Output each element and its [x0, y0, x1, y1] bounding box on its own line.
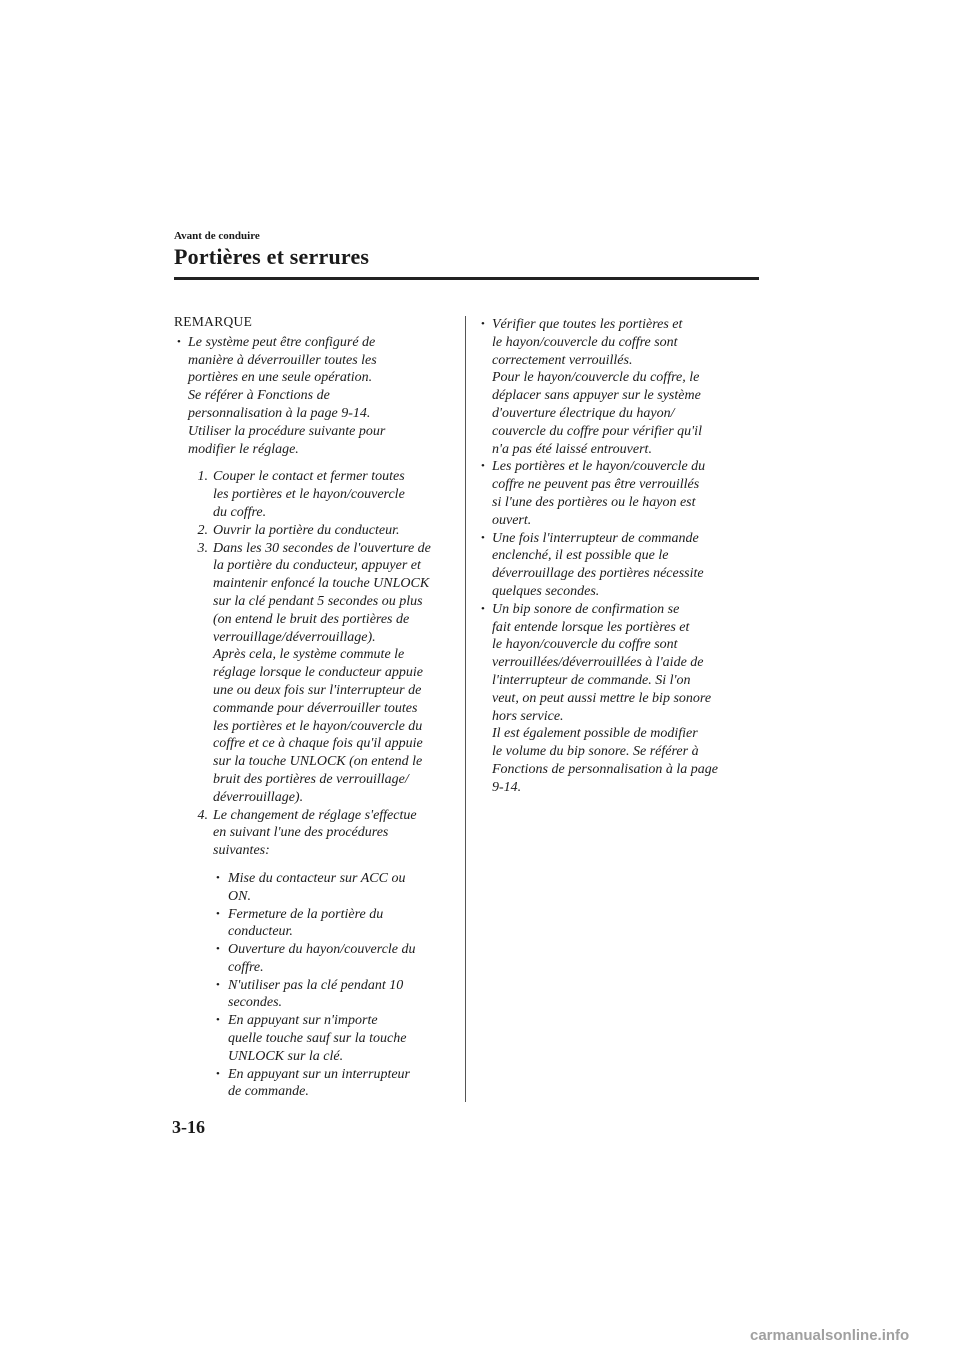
page-number: 3-16	[172, 1117, 205, 1137]
step-item	[188, 540, 456, 807]
bullet-item	[478, 601, 764, 797]
bullet-item	[478, 458, 764, 529]
bullet-icon: •	[177, 335, 181, 348]
note-intro: Le système peut être configuré de manière à déverrouiller toutes les portières en une seule opération. Se référer à Fonctions de personnalisation à la page 9-14. Utiliser la procédure suivante pour modifier le réglage.	[188, 334, 386, 457]
bullet-item	[478, 530, 764, 601]
sub-item-text: Ouverture du hayon/couvercle du coffre.	[228, 942, 416, 975]
step-number: 3.	[197, 540, 208, 556]
sub-item	[216, 870, 456, 906]
step-text: Le changement de réglage s'effectue en suivant l'une des procédures suivantes:	[213, 807, 417, 859]
bullet-icon: •	[216, 1067, 220, 1080]
bullet-icon: •	[216, 907, 220, 920]
step-text: Dans les 30 secondes de l'ouverture de la portière du conducteur, appuyer et maintenir enfoncé la touche UNLOCK sur la clé pendant 5 secondes ou plus (on entend le bruit des portières de verrouillage/déverrouillage). Après cela, le système commute le réglage lorsque le conducteur appuie une ou deux fois sur l'interrupteur de commande pour déverrouiller toutes les portières et le hayon/couvercle du coffre et ce à chaque fois qu'il appuie sur la touche UNLOCK (on entend le bruit des portières de verrouillage/ déverrouillage).	[213, 540, 431, 805]
bullet-text: Les portières et le hayon/couvercle du coffre ne peuvent pas être verrouillés si l'une des portières ou le hayon est ouvert.	[492, 459, 706, 528]
bullet-icon: •	[216, 871, 220, 884]
header-rule	[174, 277, 759, 280]
step-number: 4.	[197, 807, 208, 823]
sub-item-text: En appuyant sur n'importe quelle touche sauf sur la touche UNLOCK sur la clé.	[228, 1013, 407, 1064]
step-text: Couper le contact et fermer toutes les portières et le hayon/couvercle du coffre.	[213, 469, 405, 520]
sub-item	[216, 906, 456, 942]
bullet-icon: •	[481, 531, 485, 544]
sub-item-text: Mise du contacteur sur ACC ou ON.	[228, 870, 406, 904]
sub-item	[216, 977, 456, 1013]
bullet-item	[174, 334, 456, 459]
left-column	[174, 313, 456, 1101]
sub-item	[216, 1066, 456, 1102]
steps-list	[174, 468, 456, 1101]
bullet-item	[478, 316, 764, 458]
bullet-text: Vérifier que toutes les portières et le hayon/couvercle du coffre sont correctement verrouillés. Pour le hayon/couvercle du coffre, le déplacer sans appuyer sur le système d'ouverture électrique du hayon/ couvercle du coffre pour vérifier qu'il n'a pas été laissé entrouvert.	[492, 317, 702, 457]
bullet-icon: •	[481, 602, 485, 615]
bullet-text: Une fois l'interrupteur de commande enclenché, il est possible que le déverrouillage des portières nécessite quelques secondes.	[492, 530, 704, 599]
bullet-icon: •	[481, 318, 485, 330]
step-number: 1.	[197, 469, 208, 485]
bullet-icon: •	[216, 978, 220, 991]
bullet-icon: •	[481, 460, 485, 473]
step-item	[188, 807, 456, 860]
section-label: Avant de conduire	[174, 230, 260, 242]
bullet-icon: •	[216, 1014, 220, 1027]
column-divider	[465, 316, 466, 1102]
watermark: carmanualsonline.info	[750, 1327, 910, 1344]
sub-item-text: N'utiliser pas la clé pendant 10 secondes.	[228, 977, 404, 1011]
sub-item	[216, 941, 456, 977]
right-column	[478, 316, 764, 797]
step-item	[188, 468, 456, 521]
chapter-title: Portières et serrures	[174, 244, 370, 269]
note-title: REMARQUE	[174, 314, 253, 329]
step-text: Ouvrir la portière du conducteur.	[213, 522, 400, 538]
bullet-icon: •	[216, 943, 220, 956]
sub-item	[216, 1012, 456, 1065]
bullet-text: Un bip sonore de confirmation se fait entende lorsque les portières et le hayon/couvercle du coffre sont verrouillées/déverrouillées à l'aide de l'interrupteur de commande. Si l'on veut, on peut aussi mettre le bip sonore hors service. Il est également possible de modifier le volume du bip sonore. Se référer à Fonctions de personnalisation à la page 9-14.	[492, 601, 718, 795]
sub-item-text: En appuyant sur un interrupteur de commande.	[228, 1066, 410, 1100]
step-number: 2.	[197, 522, 208, 538]
sub-list	[188, 870, 456, 1101]
step-item	[188, 522, 456, 540]
sub-item-text: Fermeture de la portière du conducteur.	[228, 906, 384, 940]
